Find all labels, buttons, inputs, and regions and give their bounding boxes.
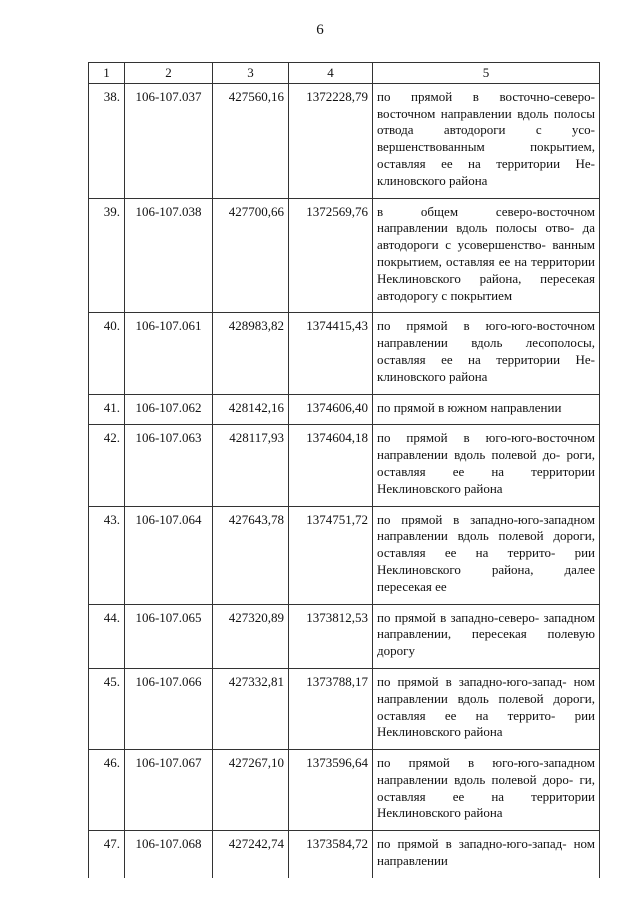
- description-line: направлении вдоль лесополосы,: [377, 335, 595, 351]
- row-number: 41.: [89, 394, 125, 425]
- description-line: по прямой в юго-юго-западном: [377, 755, 595, 771]
- description-line: дороги, оставляя ее на террито-: [377, 690, 595, 723]
- coordinate-y: 1372228,79: [289, 83, 373, 198]
- table-row: [89, 425, 600, 506]
- description-line: дороги, оставляя ее на террито-: [377, 528, 595, 561]
- description-line: по прямой в восточно-северо-: [377, 88, 595, 104]
- coordinate-y: 1373788,17: [289, 668, 373, 749]
- table-row: [89, 198, 600, 313]
- boundary-description: [373, 198, 600, 313]
- description-line: пересекая ее: [377, 578, 447, 594]
- description-line: оставляя ее на территории Не-: [377, 351, 595, 367]
- row-number: 39.: [89, 198, 125, 313]
- description-line: западном направлении, пересекая: [377, 609, 596, 642]
- point-id: 106-107.063: [125, 425, 213, 506]
- description-line: клиновского района: [377, 368, 488, 384]
- boundary-description: [373, 313, 600, 394]
- description-line: ги, оставляя ее на территории: [377, 771, 596, 804]
- description-line: ном направлении вдоль полевой: [377, 673, 596, 706]
- description-line: Неклиновского района: [377, 480, 503, 496]
- description-line: рии Неклиновского района, далее: [377, 545, 595, 577]
- coordinate-y: 1373596,64: [289, 750, 373, 831]
- row-number: 45.: [89, 668, 125, 749]
- boundary-points-table: [88, 62, 600, 878]
- header-col-3: 3: [213, 63, 289, 84]
- point-id: 106-107.066: [125, 668, 213, 749]
- description-line: по прямой в западно-юго-западном: [377, 511, 595, 527]
- description-line: в общем северо-восточном: [377, 203, 595, 219]
- description-line: роги, оставляя ее на территории: [377, 447, 596, 479]
- row-number: 46.: [89, 750, 125, 831]
- table-row: [89, 506, 600, 604]
- coordinate-y: 1374751,72: [289, 506, 373, 604]
- description-line: по прямой в юго-юго-восточном: [377, 318, 595, 334]
- table-row: [89, 750, 600, 831]
- coordinate-x: 428142,16: [213, 394, 289, 425]
- coordinate-x: 427242,74: [213, 831, 289, 878]
- description-line: по прямой в юго-юго-восточном: [377, 430, 595, 446]
- row-number: 47.: [89, 831, 125, 878]
- table-row: [89, 313, 600, 394]
- table-row: [89, 83, 600, 198]
- boundary-description: [373, 604, 600, 668]
- point-id: 106-107.067: [125, 750, 213, 831]
- boundary-description: [373, 750, 600, 831]
- description-line: оставляя ее на территории Не-: [377, 155, 595, 171]
- description-line: направлении вдоль полосы отво-: [377, 220, 575, 236]
- row-number: 42.: [89, 425, 125, 506]
- header-col-1: 1: [89, 63, 125, 84]
- point-id: 106-107.038: [125, 198, 213, 313]
- header-col-2: 2: [125, 63, 213, 84]
- point-id: 106-107.064: [125, 506, 213, 604]
- coordinate-x: 427267,10: [213, 750, 289, 831]
- boundary-description: [373, 668, 600, 749]
- header-col-5: 5: [373, 63, 600, 84]
- table-body: [89, 83, 600, 878]
- table-row: [89, 831, 600, 878]
- description-line: восточном направлении вдоль: [377, 105, 549, 121]
- description-line: полосы отвода автодороги с усо-: [377, 105, 595, 138]
- coordinate-x: 427332,81: [213, 668, 289, 749]
- boundary-description: [373, 831, 600, 878]
- description-line: по прямой в южном направлении: [377, 399, 562, 415]
- table-row: [89, 668, 600, 749]
- table-header: [89, 63, 600, 84]
- table-row: [89, 604, 600, 668]
- point-id: 106-107.061: [125, 313, 213, 394]
- header-col-4: 4: [289, 63, 373, 84]
- page-number: 6: [316, 22, 324, 38]
- coordinate-x: 428117,93: [213, 425, 289, 506]
- description-line: ванным покрытием, оставляя ее: [377, 237, 596, 269]
- description-line: направлении вдоль полевой: [377, 528, 544, 544]
- coordinate-y: 1374604,18: [289, 425, 373, 506]
- description-line: полевую дорогу: [377, 626, 595, 659]
- table-row: [89, 394, 600, 425]
- coordinate-y: 1374415,43: [289, 313, 373, 394]
- boundary-description: [373, 394, 600, 425]
- description-line: Неклиновского района: [377, 805, 503, 821]
- point-id: 106-107.068: [125, 831, 213, 878]
- coordinate-x: 427700,66: [213, 198, 289, 313]
- point-id: 106-107.037: [125, 83, 213, 198]
- coordinate-y: 1372569,76: [289, 198, 373, 313]
- description-line: покрытием: [450, 287, 513, 303]
- description-line: рии Неклиновского района: [377, 707, 595, 740]
- coordinate-x: 427643,78: [213, 506, 289, 604]
- boundary-description: [373, 425, 600, 506]
- coordinate-x: 427560,16: [213, 83, 289, 198]
- description-line: по прямой в западно-юго-запад-: [377, 673, 567, 689]
- description-line: направлении вдоль полевой до-: [377, 447, 561, 463]
- point-id: 106-107.065: [125, 604, 213, 668]
- boundary-description: [373, 83, 600, 198]
- row-number: 44.: [89, 604, 125, 668]
- description-line: да автодороги с усовершенство-: [377, 220, 595, 253]
- description-line: ном направлении: [377, 836, 596, 869]
- description-line: по прямой в западно-северо-: [377, 609, 540, 625]
- description-line: направлении вдоль полевой доро-: [377, 771, 574, 787]
- row-number: 40.: [89, 313, 125, 394]
- coordinate-y: 1374606,40: [289, 394, 373, 425]
- coordinate-x: 427320,89: [213, 604, 289, 668]
- boundary-description: [373, 506, 600, 604]
- description-line: клиновского района: [377, 172, 488, 188]
- coordinate-y: 1373584,72: [289, 831, 373, 878]
- coordinate-y: 1373812,53: [289, 604, 373, 668]
- point-id: 106-107.062: [125, 394, 213, 425]
- coordinate-x: 428983,82: [213, 313, 289, 394]
- description-line: вершенствованным покрытием,: [377, 139, 595, 155]
- description-line: района, пересекая автодорогу с: [377, 270, 595, 303]
- description-line: на территории Неклиновского: [377, 253, 595, 286]
- row-number: 43.: [89, 506, 125, 604]
- description-line: по прямой в западно-юго-запад-: [377, 836, 567, 852]
- header-row: [89, 63, 600, 84]
- row-number: 38.: [89, 83, 125, 198]
